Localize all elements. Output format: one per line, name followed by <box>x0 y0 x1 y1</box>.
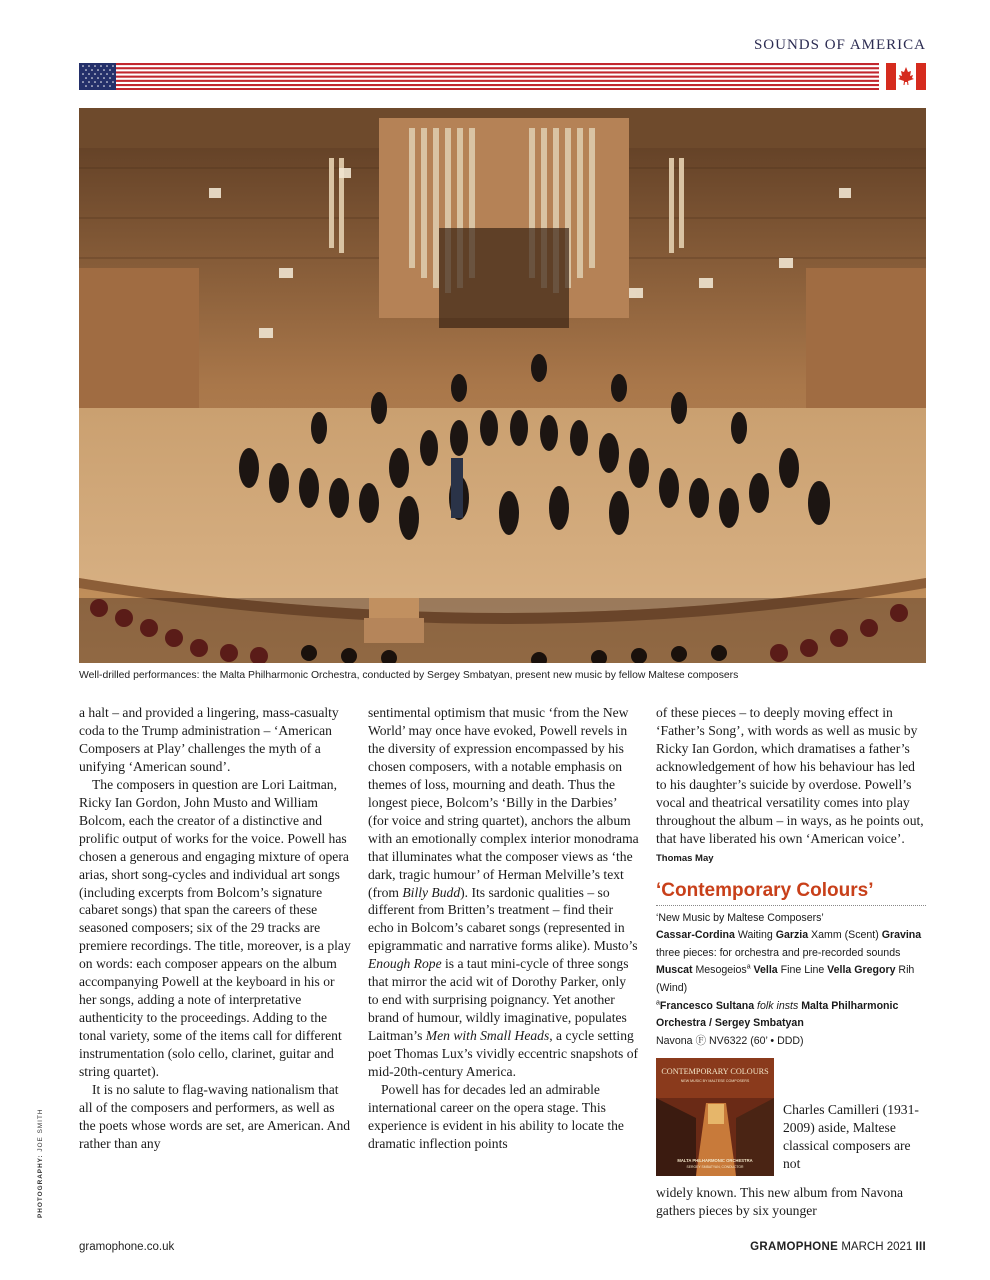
section-header: SOUNDS OF AMERICA <box>753 37 926 53</box>
review-text: Charles Camilleri (1931-2009) aside, Maltese classical composers are not <box>783 1102 919 1172</box>
work-title: Men with Small Heads <box>425 1028 550 1044</box>
paragraph: It is no salute to flag-waving nationalism that all of the composers and performers, as well as the poets whose words are set, are American. And rather than any <box>79 1082 351 1151</box>
paragraph: a halt – and provided a lingering, mass-casualty coda to the Trump administration – ‘American Composers at Play’ challenges the myth of a unifying ‘American sound’. <box>79 705 339 774</box>
flag-banner <box>79 63 926 90</box>
work-title: Billy Budd <box>402 884 461 900</box>
author-signature: Thomas May <box>656 852 714 864</box>
photo-credit: PHOTOGRAPHY: JOE SMITH <box>37 1108 44 1218</box>
review-title: ‘Contemporary Colours’ <box>656 880 926 906</box>
photo-caption: Well-drilled performances: the Malta Philharmonic Orchestra, conducted by Sergey Smbatyan, present new music by fellow Maltese composers <box>79 670 739 681</box>
paragraph: The composers in question are Lori Laitman, Ricky Ian Gordon, John Musto and William Bolcom, each the creator of a distinctive and prolific output of works for the voice. Powell has chosen a generous and engaging mixture of opera arias, short song-cycles and individual art songs (including excerpts from Bolcom’s signature cabaret songs) that span the careers of these seasoned composers; six of the 29 tracks are premiere recordings. The title, moreover, is a play on words: each composer appears on the album accompanying Powell at the keyboard in his or her songs, adding a note of interpretative authenticity to the proceedings. Adding to the tonal variety, some of the items call for different instrumentation (solo cello, clarinet, guitar and string quartet). <box>79 776 351 1080</box>
us-flag-icon <box>79 63 926 90</box>
album-cover-subtitle: NEW MUSIC BY MALTESE COMPOSERS <box>680 1079 750 1084</box>
footer-issue: GRAMOPHONE MARCH 2021 III <box>750 1241 926 1253</box>
article-column-1 <box>79 704 351 1153</box>
footer-site: gramophone.co.uk <box>79 1241 175 1253</box>
album-cover-conductor: SERGEY SMBATYAN, CONDUCTOR <box>686 1165 744 1170</box>
canada-flag-icon <box>886 63 926 90</box>
review-body <box>656 1056 926 1184</box>
album-cover-title: CONTEMPORARY COLOURS <box>661 1067 769 1077</box>
album-cover-orchestra: MALTA PHILHARMONIC ORCHESTRA <box>677 1158 753 1164</box>
article-column-3 <box>656 704 926 1220</box>
album-cover <box>656 1058 774 1176</box>
article-column-2 <box>368 704 640 1153</box>
work-title: Enough Rope <box>368 956 442 972</box>
review-text: widely known. This new album from Navona gathers pieces by six younger <box>656 1185 904 1219</box>
orchestra-photo <box>79 108 926 663</box>
paragraph: sentimental optimism that music ‘from the New World’ may once have evoked, Powell revels in the diversity of expression encompassed by his chosen composers, with a notable emphasis on themes of loss, mourning and death. Thus the longest piece, Bolcom’s ‘Billy in the Darbies’ (for voice and string quartet), anchors the album with an emotionally complex interior monodrama that illuminates what the composer views as ‘the dark, tragic humour’ of Herman Melville’s text (from Billy Budd). Its sardonic qualities – so different from Britten’s treatment – find their echo in Bolcom’s cabaret songs (represented in epigrammatic and narrative forms alike). Musto’s Enough Rope is a taut mini-cycle of three songs that mirror the acid wit of Dorothy Parker, only to end with surprising poignancy. Yet another brand of humour, wildly imaginative, populates Laitman’s Men with Small Heads, a cycle setting poet Thomas Lux’s vividly eccentric snapshots of mid-20th-century America. <box>368 705 639 1080</box>
recording-details: ‘New Music by Maltese Composers’ Cassar-Cordina Waiting Garzia Xamm (Scent) Gravina three pieces: for orchestra and pre-recorded sounds Muscat Mesogeios$^a$ Vella Fine Line Vella Gregory Rih (Wind) $^a$Francesco Sultana folk insts Malta Philharmonic Orchestra / Sergey Smbatyan Navona Ⓕ NV6322 (60’ • DDD) <box>656 911 922 1047</box>
catalogue-number: Navona Ⓕ NV6322 (60’ • DDD) <box>656 1034 804 1047</box>
paragraph: Powell has for decades led an admirable international career on the opera stage. This experience is evident in his ability to locate the dramatic inflection points <box>368 1082 624 1151</box>
paragraph: of these pieces – to deeply moving effect in ‘Father’s Song’, with words as well as music by Ricky Ian Gordon, which dramatises a father’s acknowledgement of how his behaviour has led to his daughter’s suicide by overdose. Powell’s vocal and theatrical versatility comes into play throughout the album – in ways, as he points out, that have liberated his own ‘American voice’. Thomas May <box>656 705 924 864</box>
